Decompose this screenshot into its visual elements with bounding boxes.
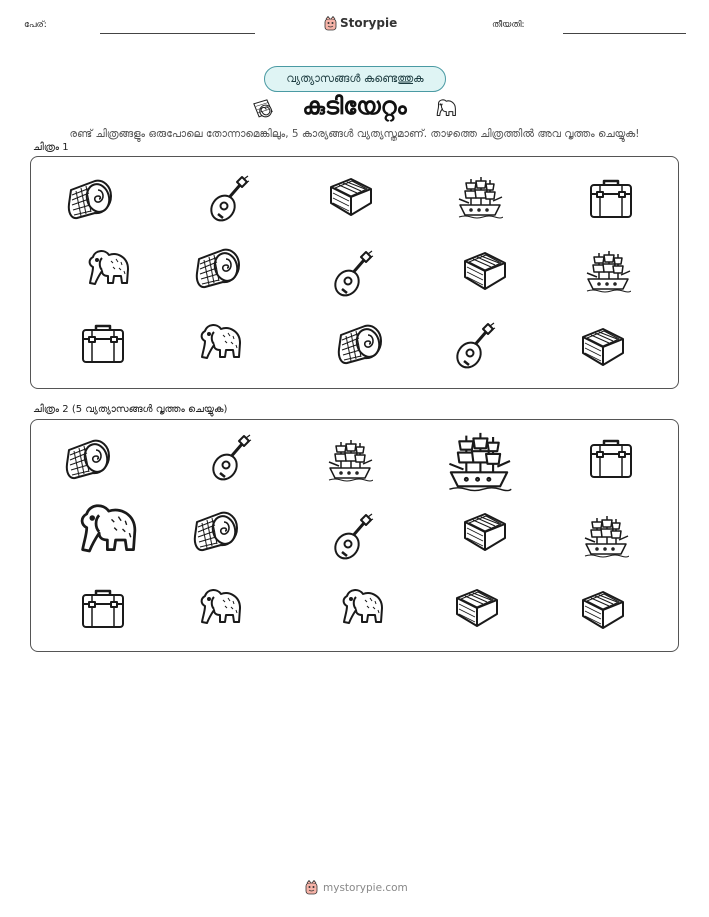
picture2-panel: [30, 419, 679, 652]
date-field[interactable]: [563, 33, 686, 34]
suitcase-icon[interactable]: [79, 321, 127, 366]
ship-icon[interactable]: [327, 438, 373, 482]
page-title: കുടിയേറ്റം: [302, 92, 407, 120]
date-label: തീയതി:: [492, 20, 525, 30]
book-icon[interactable]: [453, 586, 501, 630]
brand-logo: [324, 14, 397, 32]
elephant-icon[interactable]: [337, 586, 385, 628]
footer: [305, 880, 408, 895]
elephant-icon: [432, 96, 458, 122]
rolled-mat-icon[interactable]: [63, 436, 113, 482]
picture1-panel: [30, 156, 679, 389]
mandolin-icon[interactable]: [333, 512, 377, 562]
rolled-mat-icon[interactable]: [335, 321, 385, 367]
mandolin-icon[interactable]: [211, 433, 255, 483]
footer-url[interactable]: mystorypie.com: [323, 881, 408, 894]
ship-icon[interactable]: [457, 175, 503, 219]
brand-name: Storypie: [340, 16, 398, 30]
rolled-mat-icon[interactable]: [65, 176, 115, 222]
name-label: പേര്:: [24, 20, 47, 30]
book-icon[interactable]: [461, 510, 509, 554]
activity-badge: [264, 66, 446, 92]
elephant-icon-large[interactable]: [73, 500, 139, 558]
book-icon[interactable]: [579, 588, 627, 632]
header-row: [0, 14, 709, 38]
mandolin-icon[interactable]: [209, 174, 253, 224]
ship-icon[interactable]: [583, 514, 629, 558]
mandolin-icon[interactable]: [455, 321, 499, 371]
book-icon[interactable]: [327, 175, 375, 219]
suitcase-icon[interactable]: [79, 586, 127, 631]
picture1-label: ചിത്രം 1: [33, 142, 69, 153]
elephant-icon[interactable]: [195, 321, 243, 363]
elephant-icon[interactable]: [195, 586, 243, 628]
name-field[interactable]: [100, 33, 255, 34]
book-icon[interactable]: [461, 249, 509, 293]
rolled-mat-icon[interactable]: [191, 508, 241, 554]
mandolin-icon[interactable]: [333, 249, 377, 299]
badge-text: വ്യത്യാസങ്ങൾ കണ്ടെത്തുക: [286, 72, 424, 85]
book-icon[interactable]: [579, 325, 627, 369]
ship-icon-large[interactable]: [445, 430, 513, 492]
elephant-icon[interactable]: [83, 247, 131, 289]
ship-icon[interactable]: [585, 249, 631, 293]
instructions: രണ്ട് ചിത്രങ്ങളും ഒരുപോലെ തോന്നാമെങ്കിലും, 5 കാര്യങ്ങൾ വ്യത്യസ്തമാണ്. താഴത്തെ ചിത്രത്തിൽ അവ വൃത്തം ചെയ്യുക!: [69, 128, 640, 140]
storypie-mascot-icon: [305, 880, 318, 895]
suitcase-icon[interactable]: [587, 436, 635, 481]
rolled-mat-icon[interactable]: [193, 245, 243, 291]
picture2-label: ചിത്രം 2 (5 വ്യത്യാസങ്ങൾ വൃത്തം ചെയ്യുക): [33, 404, 228, 415]
storypie-mascot-icon: [324, 16, 337, 31]
suitcase-icon[interactable]: [587, 176, 635, 221]
